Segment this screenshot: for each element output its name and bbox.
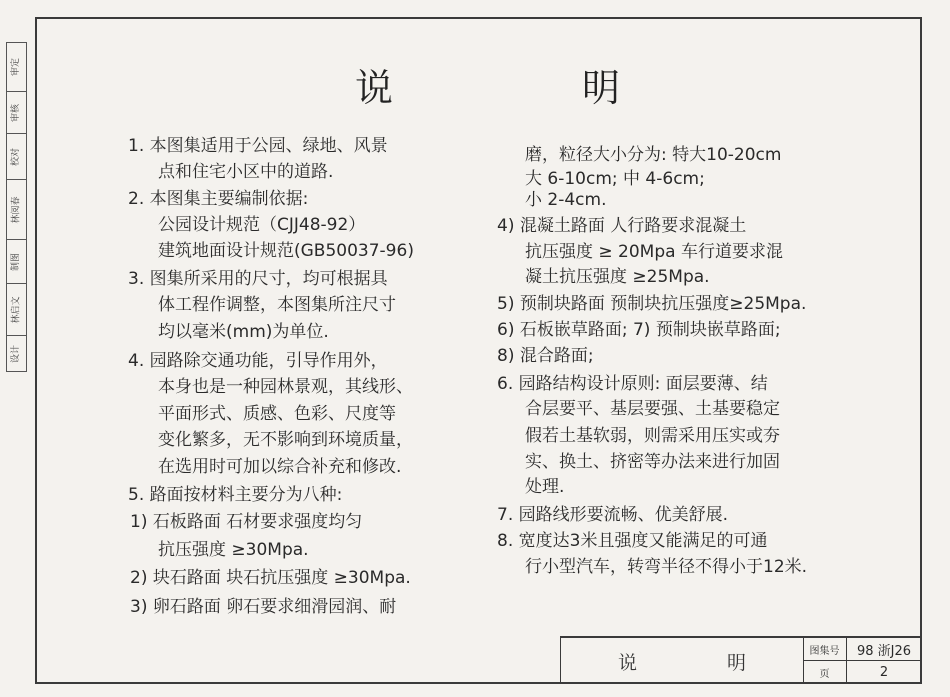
text-line: 本身也是一种园林景观，其线形、	[158, 377, 413, 397]
text-line: 变化繁多，无不影响到环境质量，	[158, 430, 413, 450]
text-line: 8. 宽度达3米且强度又能满足的可通	[497, 531, 768, 551]
sidebar-cell: 林阅春	[7, 179, 26, 240]
page-title-left: 说	[355, 66, 394, 110]
text-line: 2) 块石路面 块石抗压强度 ≥30Mpa.	[130, 568, 411, 588]
text-line: 处理.	[525, 477, 565, 497]
page-label: 页	[803, 661, 847, 684]
text-line: 体工程作调整，本图集所注尺寸	[158, 295, 396, 315]
text-line: 3) 卵石路面 卵石要求细滑园润、耐	[130, 597, 397, 617]
text-line: 公园设计规范（CJJ48-92）	[158, 215, 366, 235]
page-title-right: 明	[582, 66, 621, 110]
text-line: 3. 图集所采用的尺寸，均可根据具	[128, 269, 388, 289]
text-line: 实、换土、挤密等办法来进行加固	[525, 452, 780, 472]
page-number: 2	[879, 665, 889, 680]
text-line: 8) 混合路面;	[497, 346, 594, 366]
sidebar-cell: 校对	[7, 133, 26, 180]
text-line: 大 6-10cm; 中 4-6cm;	[525, 169, 705, 189]
text-line: 平面形式、质感、色彩、尺度等	[158, 404, 396, 424]
text-line: 在选用时可加以综合补充和修改.	[158, 457, 402, 477]
text-line: 6. 园路结构设计原则: 面层要薄、结	[497, 374, 768, 394]
sidebar-cell: 制图	[7, 239, 26, 284]
review-sidebar	[6, 42, 27, 372]
text-line: 4. 园路除交通功能，引导作用外，	[128, 351, 388, 371]
text-line: 合层要平、基层要强、土基要稳定	[525, 399, 780, 419]
text-line: 凝土抗压强度 ≥25Mpa.	[525, 267, 710, 287]
text-line: 7. 园路线形要流畅、优美舒展.	[497, 505, 729, 525]
atlas-label: 图集号	[803, 638, 847, 661]
text-line: 抗压强度 ≥ 20Mpa 车行道要求混	[525, 242, 783, 262]
text-line: 假若土基软弱，则需采用压实或夯	[525, 426, 780, 446]
sidebar-cell: 林启文	[7, 283, 26, 336]
text-line: 小 2-4cm.	[525, 190, 607, 210]
sidebar-cell: 设计	[7, 335, 26, 372]
text-line: 1. 本图集适用于公园、绿地、风景	[128, 136, 388, 156]
text-line: 5. 路面按材料主要分为八种:	[128, 485, 343, 505]
text-line: 行小型汽车，转弯半径不得小于12米.	[525, 557, 808, 577]
text-line: 均以毫米(mm)为单位.	[158, 322, 329, 342]
text-line: 2. 本图集主要编制依据:	[128, 189, 309, 209]
text-line: 磨，粒径大小分为: 特大10-20cm	[525, 145, 782, 165]
text-line: 6) 石板嵌草路面; 7) 预制块嵌草路面;	[497, 320, 781, 340]
title-block-title: 说 明	[561, 638, 804, 684]
sidebar-cell: 审核	[7, 91, 26, 134]
atlas-number: 98 浙J26	[847, 638, 921, 661]
text-line: 建筑地面设计规范(GB50037-96)	[158, 241, 414, 261]
text-line: 点和住宅小区中的道路.	[158, 162, 334, 182]
text-line: 抗压强度 ≥30Mpa.	[158, 540, 309, 560]
text-line: 1) 石板路面 石材要求强度均匀	[130, 512, 363, 532]
text-line: 5) 预制块路面 预制块抗压强度≥25Mpa.	[497, 294, 807, 314]
sidebar-cell: 审定	[11, 57, 22, 77]
title-block	[560, 636, 922, 684]
text-line: 4) 混凝土路面 人行路要求混凝土	[497, 216, 747, 236]
